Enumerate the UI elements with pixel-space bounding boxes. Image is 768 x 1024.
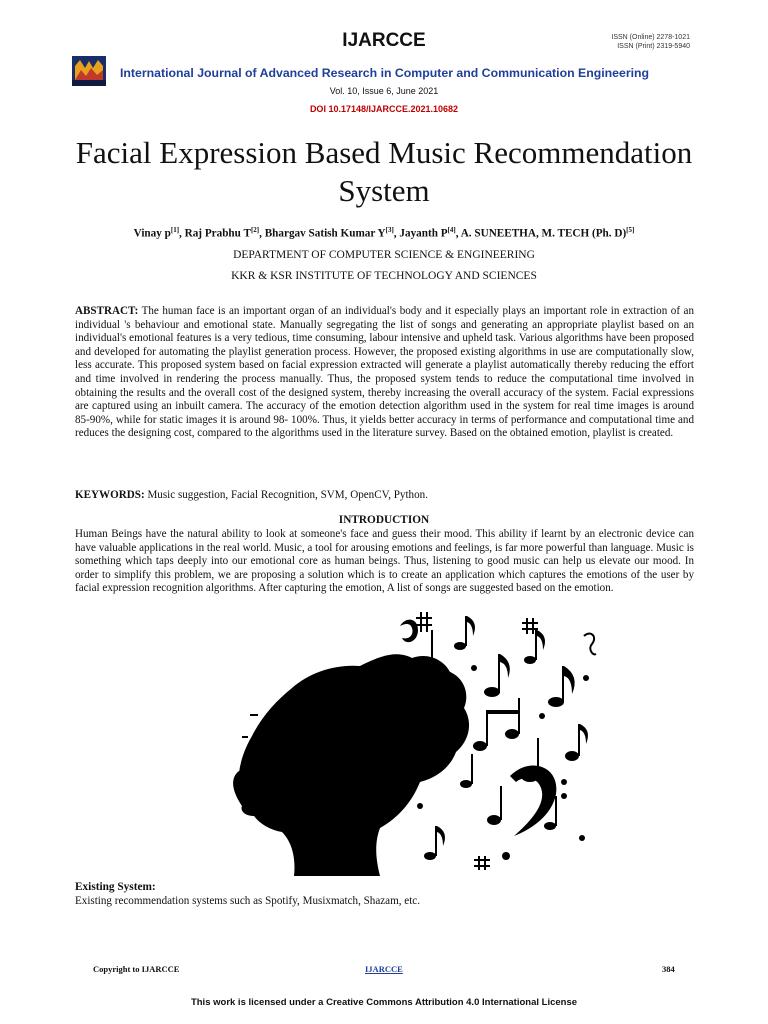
footer-page-number: 384	[662, 964, 675, 974]
issn-print: ISSN (Print) 2319-5940	[617, 43, 690, 50]
abstract-text: The human face is an important organ of an individual's body and it especially plays an important role in extraction of an individual 's behaviour and emotional state. Manually segregating the list of songs and generating an appropriate playlist based on an individual's emotional features is a very tedious, time consuming, labour intensive and upheld task. Various algorithms have been proposed and developed for automating the playlist generation process. However, the proposed existing algorithms in use are computationally slow, less accurate. This proposed system based on facial expression extracted will generate a playlist automatically thereby reducing the effort and time involved in rendering the process manually. Thus, the proposed system tends to reduce the computational time involved in obtaining the results and the overall cost of the designed system, thereby increasing the overall accuracy of the system. Facial expressions are captured using an inbuilt camera. The accuracy of the emotion detection algorithm used in the system for real time images is around 85-90%, while for static images it is around 98- 100%. Thus, it yields better accuracy in terms of performance and computational time and reduces the designing cost, compared to the algorithms used in the literature survey. Based on the obtained emotion, playlist is created.	[75, 305, 694, 440]
introduction-heading: INTRODUCTION	[338, 514, 430, 526]
author-name: A. SUNEETHA, M. TECH (Ph. D)	[460, 227, 627, 240]
author-list: Vinay p[1], Raj Prabhu T[2], Bhargav Satish Kumar Y[3], Jayanth P[4], A. SUNEETHA, M. TECH (Ph. D)[5]	[133, 226, 635, 240]
author-name: Raj Prabhu T	[184, 227, 251, 240]
author-name: Jayanth P	[399, 227, 448, 240]
institute: KKR & KSR INSTITUTE OF TECHNOLOGY AND SCIENCES	[231, 270, 537, 282]
doi-link[interactable]: DOI 10.17148/IJARCCE.2021.10682	[309, 104, 459, 114]
journal-full-name: International Journal of Advanced Research in Computer and Communication Engineering	[120, 66, 650, 80]
existing-system-text: Existing recommendation systems such as Spotify, Musixmatch, Shazam, etc.	[75, 895, 420, 907]
license-notice: This work is licensed under a Creative Commons Attribution 4.0 International License	[190, 997, 578, 1008]
paper-title: Facial Expression Based Music Recommendation System	[75, 135, 693, 208]
introduction-text: Human Beings have the natural ability to look at someone's face and guess their mood. This ability if learnt by an electronic device can have valuable applications in the real world. Music, a tool for arousing emotions and feelings, is far more powerful than language. Music is something which taps deeply into our emotional core as human beings. Thus, listening to good music can help us elevate our mood. In order to simplify this problem, we are proposing a solution which is to create an application which captures the emotions of the user by facial expression recognition algorithms. After capturing the emotion, A list of songs are suggested based on the emotion.	[75, 528, 694, 595]
author-ref: [5]	[626, 226, 635, 234]
issn-block	[611, 33, 690, 51]
author-ref: [2]	[250, 226, 260, 234]
journal-logo-icon	[72, 56, 106, 86]
author-ref: [4]	[447, 226, 456, 234]
journal-short-name: IJARCCE	[342, 30, 426, 51]
author-ref: [1]	[170, 226, 180, 234]
author-ref: [3]	[385, 226, 394, 234]
footer-copyright: Copyright to IJARCCE	[93, 964, 180, 974]
music-head-silhouette-image	[230, 606, 602, 880]
department: DEPARTMENT OF COMPUTER SCIENCE & ENGINEERING	[233, 249, 535, 261]
keywords-section	[75, 489, 694, 503]
footer-journal-link[interactable]: IJARCCE	[365, 964, 403, 974]
author-name: Vinay p	[133, 227, 171, 240]
issn-online: ISSN (Online) 2278-1021	[611, 34, 690, 41]
author-name: Bhargav Satish Kumar Y	[264, 227, 386, 240]
volume-issue: Vol. 10, Issue 6, June 2021	[329, 86, 439, 96]
abstract-section	[75, 305, 694, 441]
keywords-text: Music suggestion, Facial Recognition, SVM, OpenCV, Python.	[147, 489, 428, 501]
keywords-label: KEYWORDS:	[75, 489, 145, 501]
existing-system-heading: Existing System:	[75, 881, 156, 893]
abstract-label: ABSTRACT:	[75, 305, 139, 317]
